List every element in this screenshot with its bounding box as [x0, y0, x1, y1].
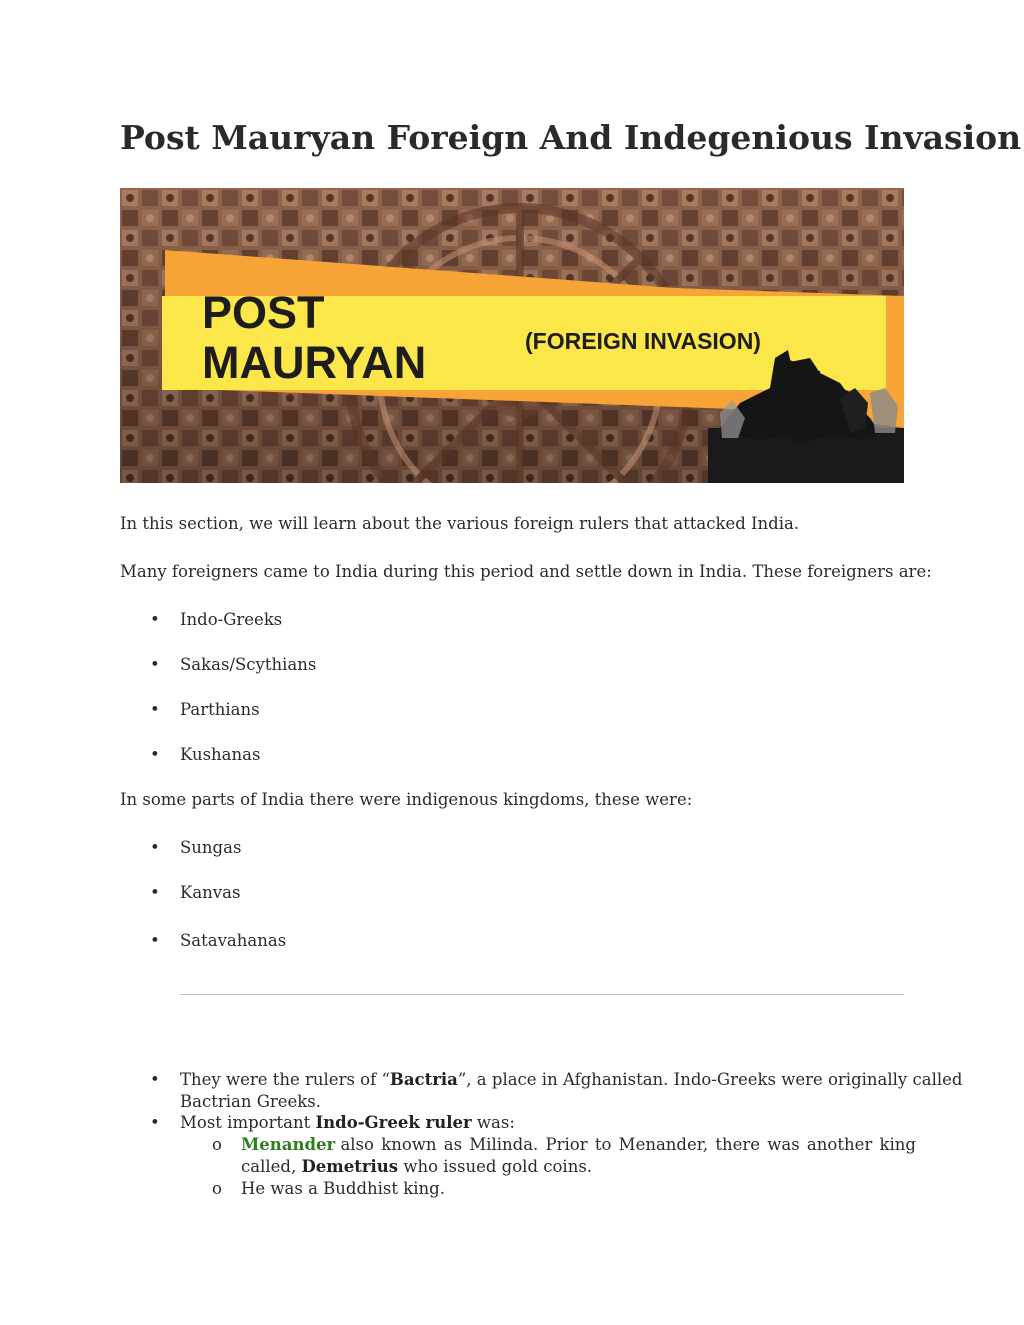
bullet-dot: •: [150, 1113, 160, 1132]
sub-bullet-circle: o: [212, 1135, 222, 1154]
bullet-dot: •: [150, 700, 160, 719]
indigenous-intro-paragraph: In some parts of India there were indigenous kingdoms, these were:: [120, 790, 693, 809]
demetrius-term: Demetrius: [301, 1157, 399, 1176]
bullet-dot: •: [150, 745, 160, 764]
page-title: Post Mauryan Foreign And Indegenious Invasion: [120, 118, 1022, 157]
bullet-dot: •: [150, 610, 160, 629]
bullet-dot: •: [150, 931, 160, 950]
post-mauryan-banner-image: [120, 188, 904, 483]
indo-greek-ruler-term: Indo-Greek ruler: [315, 1113, 472, 1132]
banner-line1: POST: [202, 287, 325, 338]
foreigners-intro-paragraph: Many foreigners came to India during this period and settle down in India. These foreigners are:: [120, 562, 932, 581]
bullet-dot: •: [150, 1070, 160, 1089]
bullet-dot: •: [150, 838, 160, 857]
banner-line2: MAURYAN: [202, 337, 427, 388]
horizontal-divider: [180, 994, 904, 995]
banner-subtitle: (FOREIGN INVASION): [525, 328, 761, 354]
sub-bullet-circle: o: [212, 1179, 222, 1198]
bullet-dot: •: [150, 655, 160, 674]
bactria-term: Bactria: [389, 1070, 458, 1089]
intro-paragraph: In this section, we will learn about the various foreign rulers that attacked India.: [120, 514, 800, 533]
bullet-dot: •: [150, 883, 160, 902]
menander-term: Menander: [241, 1135, 336, 1154]
